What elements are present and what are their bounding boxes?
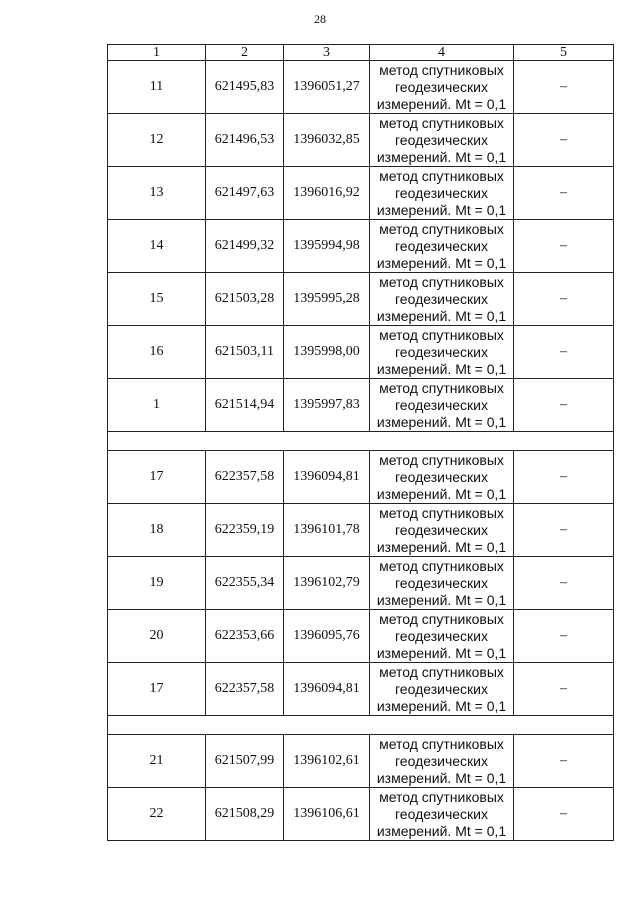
method-cell (370, 326, 514, 379)
description-cell: – (514, 114, 614, 167)
table-row (108, 735, 614, 788)
method-cell (370, 504, 514, 557)
method-line: измерений. Mt = 0,1 (376, 307, 507, 324)
point-number-cell: 11 (108, 61, 206, 114)
description-cell: – (514, 735, 614, 788)
x-coordinate-cell: 621497,63 (206, 167, 284, 220)
page-number: 28 (314, 12, 326, 26)
point-number-cell: 1 (108, 379, 206, 432)
method-line: метод спутниковых (379, 114, 504, 131)
table-row (108, 610, 614, 663)
y-coordinate-cell: 1396102,79 (284, 557, 370, 610)
method-line: геодезических (395, 752, 488, 769)
point-number-cell: 16 (108, 326, 206, 379)
method-cell (370, 114, 514, 167)
description-cell: – (514, 788, 614, 841)
method-cell (370, 663, 514, 716)
table-row (108, 114, 614, 167)
method-cell (370, 220, 514, 273)
description-cell: – (514, 557, 614, 610)
x-coordinate-cell: 621499,32 (206, 220, 284, 273)
method-cell (370, 451, 514, 504)
x-coordinate-cell: 622353,66 (206, 610, 284, 663)
y-coordinate-cell: 1395998,00 (284, 326, 370, 379)
y-coordinate-cell: 1395997,83 (284, 379, 370, 432)
method-line: измерений. Mt = 0,1 (376, 148, 507, 165)
header-cell-2: 2 (206, 45, 284, 61)
method-line: измерений. Mt = 0,1 (376, 201, 507, 218)
point-number-cell: 19 (108, 557, 206, 610)
method-line: метод спутниковых (379, 557, 504, 574)
table-row (108, 273, 614, 326)
method-line: метод спутниковых (379, 326, 504, 343)
method-line: измерений. Mt = 0,1 (376, 697, 507, 714)
method-line: измерений. Mt = 0,1 (376, 822, 507, 839)
group-separator-row (108, 716, 614, 735)
point-number-cell: 14 (108, 220, 206, 273)
method-line: геодезических (395, 290, 488, 307)
group-separator-cell (108, 432, 614, 451)
x-coordinate-cell: 621503,28 (206, 273, 284, 326)
x-coordinate-cell: 621496,53 (206, 114, 284, 167)
description-cell: – (514, 451, 614, 504)
description-cell: – (514, 663, 614, 716)
y-coordinate-cell: 1395995,28 (284, 273, 370, 326)
description-cell: – (514, 61, 614, 114)
method-line: измерений. Mt = 0,1 (376, 538, 507, 555)
table-row (108, 788, 614, 841)
method-line: измерений. Mt = 0,1 (376, 769, 507, 786)
coordinates-table-body (108, 45, 614, 841)
method-line: метод спутниковых (379, 504, 504, 521)
method-line: метод спутниковых (379, 220, 504, 237)
method-cell (370, 735, 514, 788)
y-coordinate-cell: 1396094,81 (284, 451, 370, 504)
method-line: метод спутниковых (379, 167, 504, 184)
method-cell (370, 167, 514, 220)
method-line: метод спутниковых (379, 61, 504, 78)
header-cell-1: 1 (108, 45, 206, 61)
x-coordinate-cell: 621508,29 (206, 788, 284, 841)
y-coordinate-cell: 1396101,78 (284, 504, 370, 557)
point-number-cell: 13 (108, 167, 206, 220)
x-coordinate-cell: 621503,11 (206, 326, 284, 379)
group-separator-row (108, 432, 614, 451)
header-cell-3: 3 (284, 45, 370, 61)
group-separator-cell (108, 716, 614, 735)
description-cell: – (514, 379, 614, 432)
method-line: геодезических (395, 805, 488, 822)
table-row (108, 326, 614, 379)
table-row (108, 663, 614, 716)
point-number-cell: 17 (108, 451, 206, 504)
method-line: геодезических (395, 521, 488, 538)
x-coordinate-cell: 621507,99 (206, 735, 284, 788)
header-cell-5: 5 (514, 45, 614, 61)
method-cell (370, 273, 514, 326)
method-line: измерений. Mt = 0,1 (376, 254, 507, 271)
method-line: метод спутниковых (379, 735, 504, 752)
method-cell (370, 61, 514, 114)
y-coordinate-cell: 1396095,76 (284, 610, 370, 663)
method-line: геодезических (395, 468, 488, 485)
table-row (108, 451, 614, 504)
y-coordinate-cell: 1396032,85 (284, 114, 370, 167)
point-number-cell: 22 (108, 788, 206, 841)
y-coordinate-cell: 1396106,61 (284, 788, 370, 841)
description-cell: – (514, 610, 614, 663)
table-row (108, 379, 614, 432)
method-line: геодезических (395, 237, 488, 254)
x-coordinate-cell: 622359,19 (206, 504, 284, 557)
point-number-cell: 20 (108, 610, 206, 663)
table-row (108, 557, 614, 610)
method-cell (370, 788, 514, 841)
point-number-cell: 15 (108, 273, 206, 326)
x-coordinate-cell: 621514,94 (206, 379, 284, 432)
x-coordinate-cell: 622355,34 (206, 557, 284, 610)
method-line: метод спутниковых (379, 379, 504, 396)
y-coordinate-cell: 1396016,92 (284, 167, 370, 220)
y-coordinate-cell: 1396051,27 (284, 61, 370, 114)
point-number-cell: 12 (108, 114, 206, 167)
method-line: метод спутниковых (379, 663, 504, 680)
method-cell (370, 557, 514, 610)
method-line: метод спутниковых (379, 610, 504, 627)
method-line: измерений. Mt = 0,1 (376, 360, 507, 377)
point-number-cell: 21 (108, 735, 206, 788)
y-coordinate-cell: 1396102,61 (284, 735, 370, 788)
method-line: геодезических (395, 184, 488, 201)
x-coordinate-cell: 621495,83 (206, 61, 284, 114)
table-header-row (108, 45, 614, 61)
method-line: геодезических (395, 343, 488, 360)
method-line: метод спутниковых (379, 788, 504, 805)
method-line: геодезических (395, 627, 488, 644)
method-line: измерений. Mt = 0,1 (376, 591, 507, 608)
method-line: геодезических (395, 574, 488, 591)
method-cell (370, 379, 514, 432)
method-line: измерений. Mt = 0,1 (376, 413, 507, 430)
description-cell: – (514, 504, 614, 557)
coordinates-table (107, 44, 614, 841)
table-row (108, 220, 614, 273)
table-row (108, 61, 614, 114)
header-cell-4: 4 (370, 45, 514, 61)
y-coordinate-cell: 1395994,98 (284, 220, 370, 273)
description-cell: – (514, 326, 614, 379)
method-line: метод спутниковых (379, 273, 504, 290)
point-number-cell: 18 (108, 504, 206, 557)
method-line: измерений. Mt = 0,1 (376, 644, 507, 661)
point-number-cell: 17 (108, 663, 206, 716)
description-cell: – (514, 220, 614, 273)
method-line: геодезических (395, 131, 488, 148)
table-row (108, 504, 614, 557)
table-row (108, 167, 614, 220)
x-coordinate-cell: 622357,58 (206, 663, 284, 716)
method-line: геодезических (395, 78, 488, 95)
y-coordinate-cell: 1396094,81 (284, 663, 370, 716)
method-line: измерений. Mt = 0,1 (376, 95, 507, 112)
method-line: геодезических (395, 680, 488, 697)
x-coordinate-cell: 622357,58 (206, 451, 284, 504)
method-line: метод спутниковых (379, 451, 504, 468)
description-cell: – (514, 167, 614, 220)
description-cell: – (514, 273, 614, 326)
method-cell (370, 610, 514, 663)
method-line: геодезических (395, 396, 488, 413)
method-line: измерений. Mt = 0,1 (376, 485, 507, 502)
